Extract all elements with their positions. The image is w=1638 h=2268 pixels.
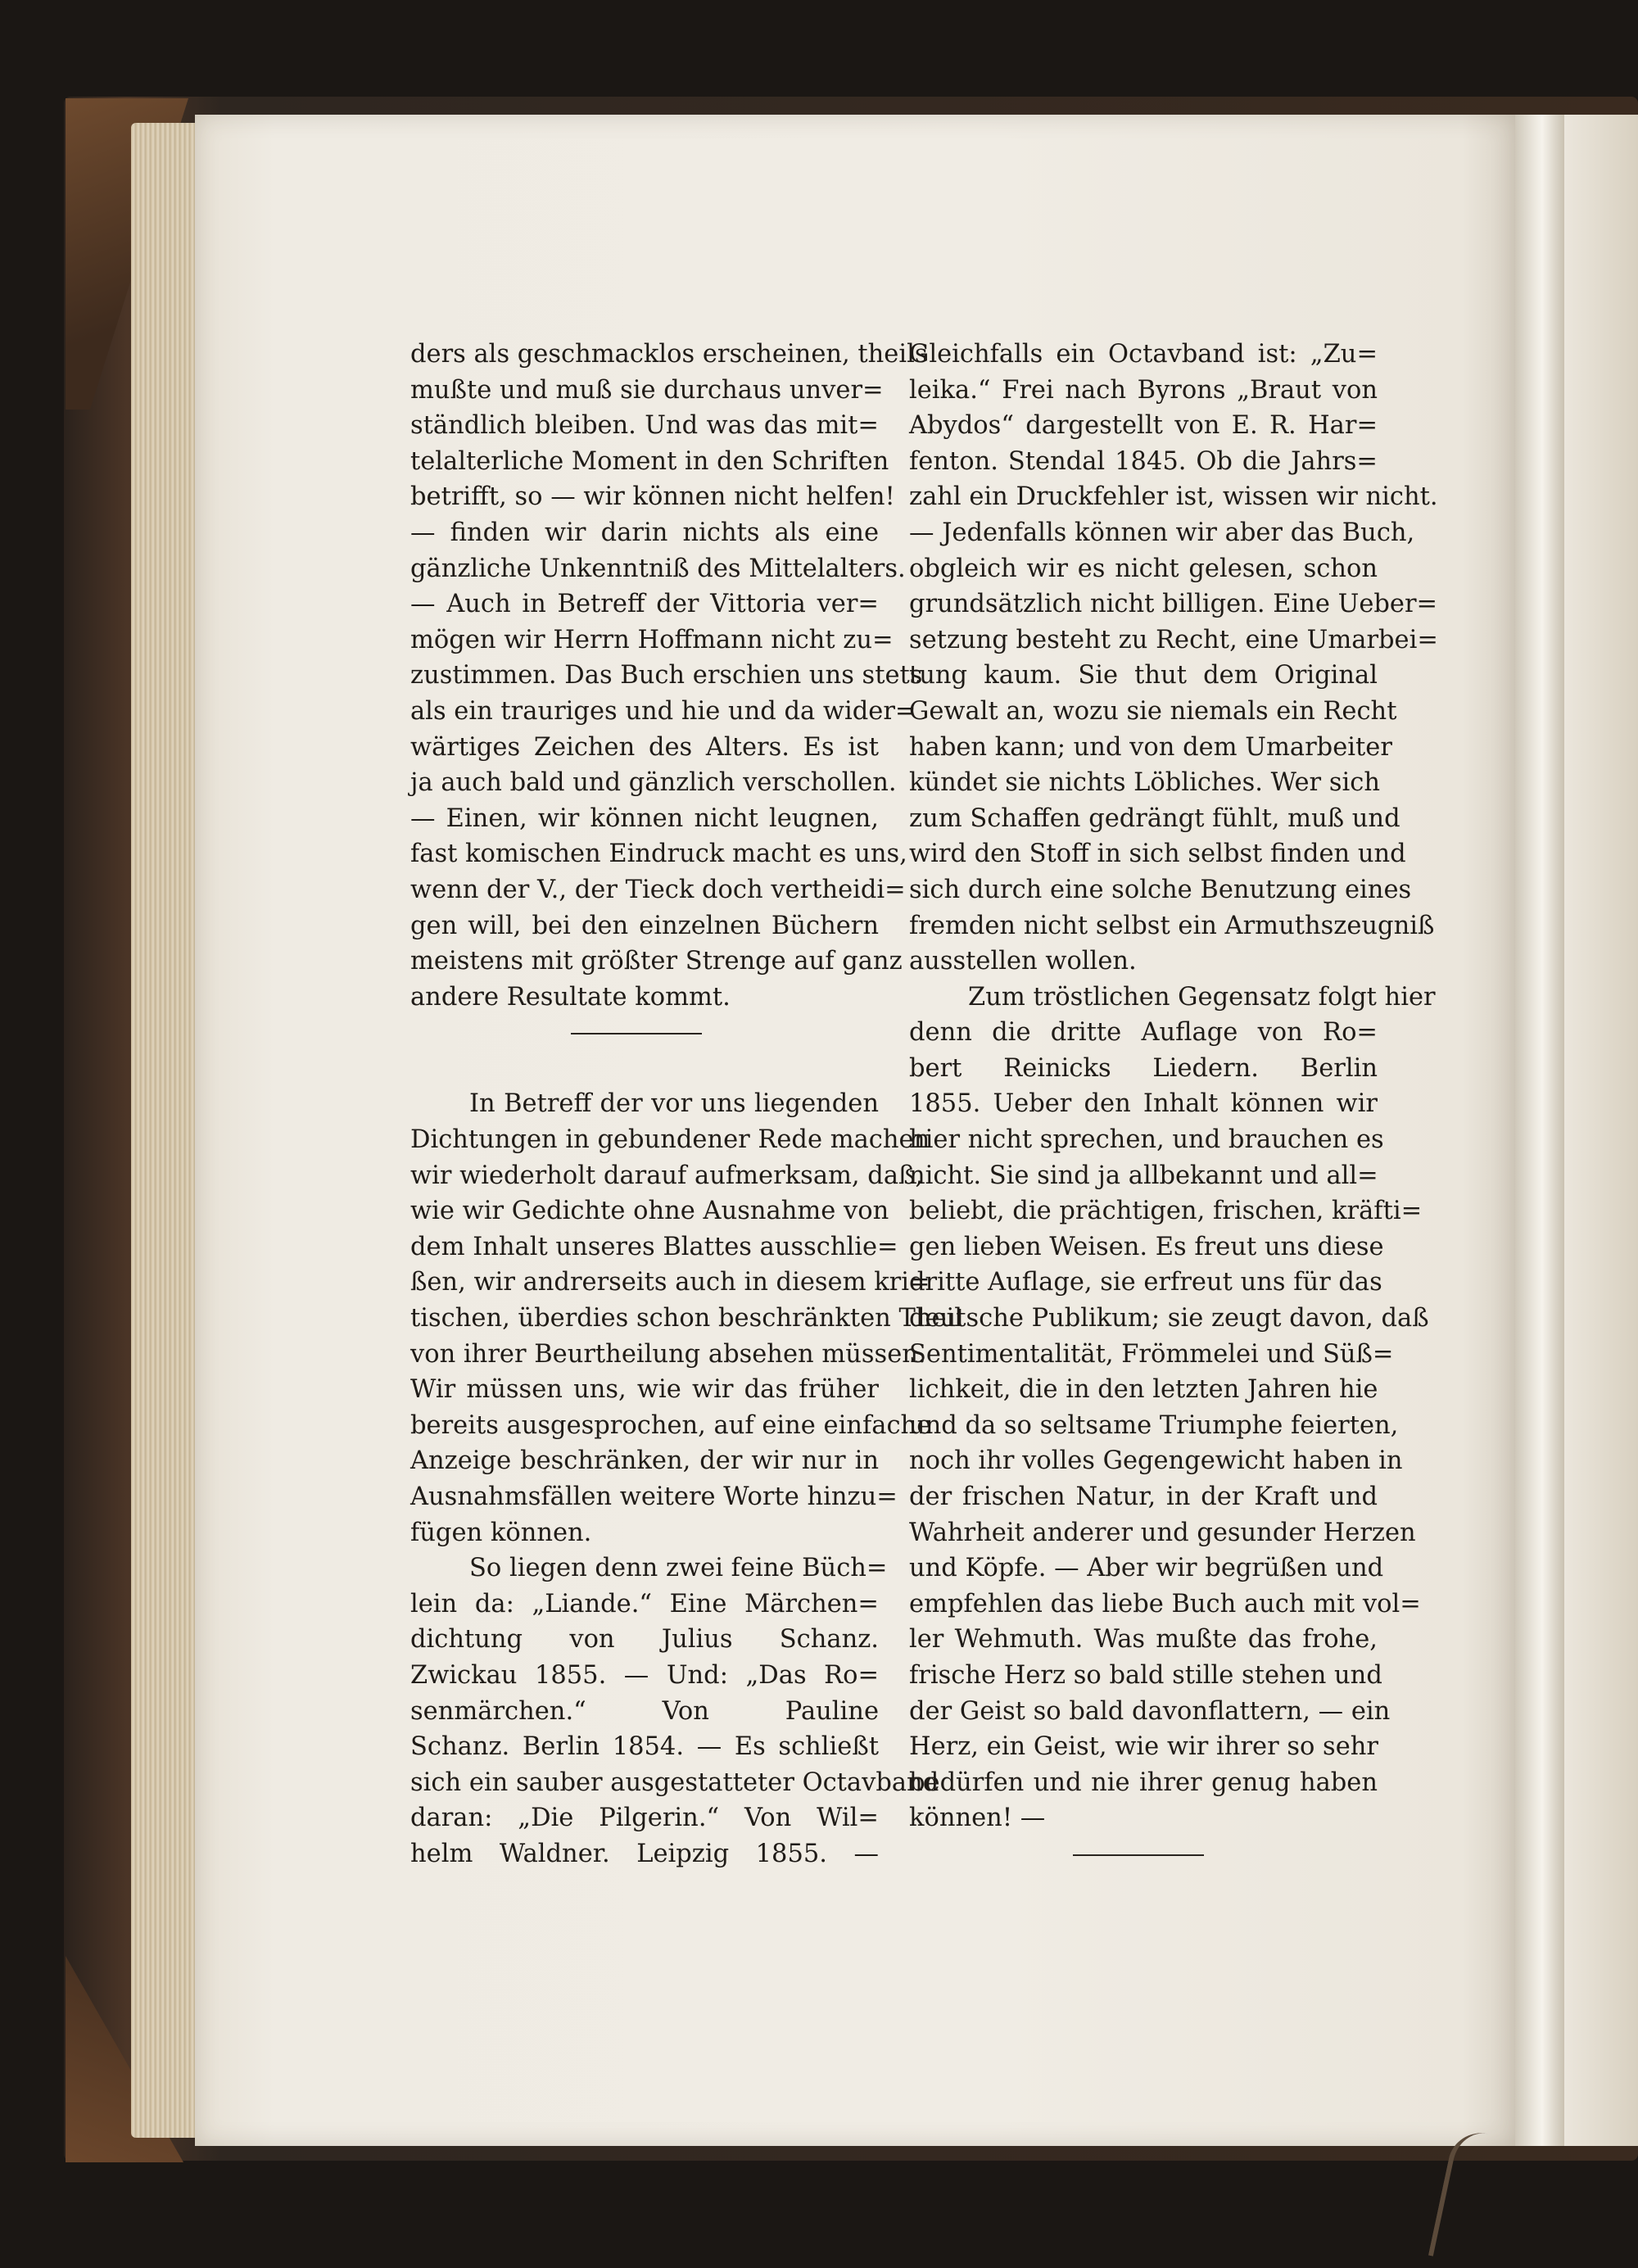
text-line: sich durch eine solche Benutzung eines [909, 875, 1412, 904]
text-line: kündet sie nichts Löbliches. Wer sich [909, 768, 1380, 798]
text-line: frische Herz so bald stille stehen und [909, 1660, 1382, 1690]
text-line: und da so seltsame Triumphe feierten, [909, 1410, 1399, 1440]
section-divider [909, 1836, 1378, 1872]
text-line: können! — [909, 1804, 1046, 1833]
text-line: leika.“ Frei nach Byrons „Braut von [909, 375, 1378, 405]
text-line: Zum tröstlichen Gegensatz folgt hier [968, 982, 1436, 1012]
spacer [410, 1051, 879, 1087]
text-line: beliebt, die prächtigen, frischen, kräfti= [909, 1197, 1423, 1226]
text-line: — Einen, wir können nicht leugnen, [410, 804, 879, 833]
text-line: fremden nicht selbst ein Armuthszeugniß [909, 911, 1435, 940]
text-line: lein da: „Liande.“ Eine Märchen= [410, 1589, 879, 1618]
text-line: deutsche Publikum; sie zeugt davon, daß [909, 1304, 1429, 1333]
text-line: als ein trauriges und hie und da wider= [410, 696, 916, 726]
left-text-column [410, 337, 963, 1872]
text-line: ausstellen wollen. [909, 947, 1137, 976]
text-line: sich ein sauber ausgestatteter Octavband [410, 1768, 939, 1797]
text-line: ständlich bleiben. Und was das mit= [410, 411, 879, 441]
text-line: tung kaum. Sie thut dem Original [909, 661, 1378, 690]
text-line: fenton. Stendal 1845. Ob die Jahrs= [909, 446, 1378, 476]
page-edges [131, 123, 205, 2138]
text-line: wir wiederholt darauf aufmerksam, daß, [410, 1161, 924, 1190]
text-line: zustimmen. Das Buch erschien uns stets [410, 661, 923, 690]
section-divider [410, 1015, 879, 1051]
text-line: Zwickau 1855. — Und: „Das Ro= [410, 1660, 879, 1690]
text-line: von ihrer Beurtheilung absehen müssen. [410, 1339, 926, 1369]
text-line: telalterliche Moment in den Schriften [410, 446, 889, 476]
text-line: denn die dritte Auflage von Ro= [909, 1018, 1378, 1048]
text-line: ja auch bald und gänzlich verschollen. [410, 768, 897, 798]
text-line: 1855. Ueber den Inhalt können wir [909, 1089, 1378, 1119]
book-page-right-edge [1564, 115, 1638, 2146]
text-line: fügen können. [410, 1518, 592, 1547]
text-line: dichtung von Julius Schanz. [410, 1625, 879, 1655]
text-line: Schanz. Berlin 1854. — Es schließt [410, 1732, 879, 1762]
text-line: Herz, ein Geist, wie wir ihrer so sehr [909, 1732, 1378, 1762]
text-line: hier nicht sprechen, und brauchen es [909, 1125, 1384, 1155]
text-line: noch ihr volles Gegengewicht haben in [909, 1446, 1403, 1476]
text-line: mögen wir Herrn Hoffmann nicht zu= [410, 625, 894, 654]
text-line: In Betreff der vor uns liegenden [469, 1089, 879, 1119]
text-line: ders als geschmacklos erscheinen, theils [410, 340, 928, 369]
right-text-column [909, 337, 1438, 1872]
text-line: daran: „Die Pilgerin.“ Von Wil= [410, 1804, 879, 1833]
text-line: wärtiges Zeichen des Alters. Es ist [410, 732, 879, 762]
text-line: wie wir Gedichte ohne Ausnahme von [410, 1197, 889, 1226]
text-line: grundsätzlich nicht billigen. Eine Ueber= [909, 590, 1438, 619]
book-gutter [1515, 115, 1564, 2146]
text-line: wenn der V., der Tieck doch vertheidi= [410, 875, 906, 904]
text-line: Wahrheit anderer und gesunder Herzen [909, 1518, 1416, 1547]
text-line: ßen, wir andrerseits auch in diesem kri= [410, 1268, 930, 1297]
text-line: ler Wehmuth. Was mußte das frohe, [909, 1625, 1378, 1655]
text-line: tischen, überdies schon beschränkten Theil [410, 1304, 963, 1333]
text-line: dem Inhalt unseres Blattes ausschlie= [410, 1232, 898, 1261]
text-line: haben kann; und von dem Umarbeiter [909, 732, 1392, 762]
text-line: betrifft, so — wir können nicht helfen! [410, 482, 895, 512]
text-line: bert Reinicks Liedern. Berlin [909, 1053, 1378, 1083]
text-line: gen lieben Weisen. Es freut uns diese [909, 1232, 1384, 1261]
text-line: setzung besteht zu Recht, eine Umarbei= [909, 625, 1438, 654]
text-line: senmärchen.“ Von Pauline [410, 1696, 879, 1726]
text-line: bereits ausgesprochen, auf eine einfache [410, 1410, 932, 1440]
text-line: Sentimentalität, Frömmelei und Süß= [909, 1339, 1394, 1369]
text-line: der Geist so bald davonflattern, — ein [909, 1696, 1391, 1726]
text-line: zum Schaffen gedrängt fühlt, muß und [909, 804, 1400, 833]
text-line: dritte Auflage, sie erfreut uns für das [909, 1268, 1382, 1297]
text-line: — finden wir darin nichts als eine [410, 518, 879, 547]
text-line: empfehlen das liebe Buch auch mit vol= [909, 1589, 1421, 1618]
text-line: obgleich wir es nicht gelesen, schon [909, 554, 1378, 583]
text-line: — Jedenfalls können wir aber das Buch, [909, 518, 1415, 547]
text-line: — Auch in Betreff der Vittoria ver= [410, 590, 879, 619]
text-line: Gewalt an, wozu sie niemals ein Recht [909, 696, 1397, 726]
text-line: meistens mit größter Strenge auf ganz [410, 947, 903, 976]
text-line: bedürfen und nie ihrer genug haben [909, 1768, 1378, 1797]
text-line: mußte und muß sie durchaus unver= [410, 375, 884, 405]
text-line: lichkeit, die in den letzten Jahren hie [909, 1375, 1378, 1405]
text-line: gänzliche Unkenntniß des Mittelalters. [410, 554, 906, 583]
text-line: der frischen Natur, in der Kraft und [909, 1483, 1378, 1511]
text-line: Wir müssen uns, wie wir das früher [410, 1375, 879, 1405]
text-line: fast komischen Eindruck macht es uns, [410, 840, 907, 869]
text-line: gen will, bei den einzelnen Büchern [410, 911, 879, 940]
text-line: zahl ein Druckfehler ist, wissen wir nicht. [909, 482, 1438, 512]
text-line: Anzeige beschränken, der wir nur in [410, 1446, 879, 1476]
text-line: So liegen denn zwei feine Büch= [469, 1554, 888, 1583]
text-line: Abydos“ dargestellt von E. R. Har= [909, 411, 1378, 441]
text-line: Dichtungen in gebundener Rede machen [410, 1125, 930, 1155]
text-line: nicht. Sie sind ja allbekannt und all= [909, 1161, 1378, 1190]
text-line: und Köpfe. — Aber wir begrüßen und [909, 1554, 1384, 1583]
text-line: Ausnahmsfällen weitere Worte hinzu= [410, 1483, 898, 1511]
text-line: helm Waldner. Leipzig 1855. — [410, 1839, 879, 1868]
text-line: wird den Stoff in sich selbst finden und [909, 840, 1406, 869]
text-line: Gleichfalls ein Octavband ist: „Zu= [909, 340, 1378, 369]
text-line: andere Resultate kommt. [410, 982, 731, 1012]
